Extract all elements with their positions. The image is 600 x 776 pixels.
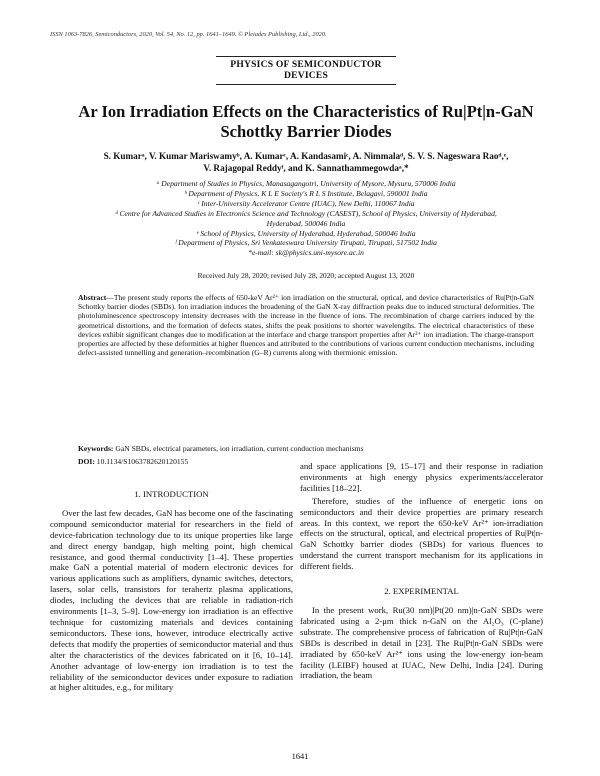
contact-email: *e-mail: sk@physics.uni-mysore.ac.in: [248, 248, 364, 258]
section-label: [200, 59, 412, 81]
abstract: [78, 293, 534, 357]
received-dates: Received July 28, 2020; revised July 28, 2020; accepted August 13, 2020: [197, 271, 415, 280]
experimental-heading: 2. EXPERIMENTAL: [384, 586, 459, 597]
affiliation-a: ᵃ Department of Studies in Physics, Manasagangotri, University of Mysore, Mysuru, 570006 India: [156, 179, 456, 188]
journal-header-line: ISSN 1063-7826, Semiconductors, 2020, Vol. 54, No. 12, pp. 1641–1649. © Pleiades Publishing, Ltd., 2020.: [50, 31, 327, 38]
affiliation-e: ᵉ School of Physics, University of Hyderabad, Hyderabad, 500046 India: [196, 228, 416, 238]
page-number: 1641: [291, 752, 309, 761]
doi-text: 10.1134/S1063782620120155: [94, 457, 189, 466]
right-column: [300, 461, 543, 681]
intro-paragraph-1: Over the last few decades, GaN has become one of the fascinating compound semiconductor material for researchers in the field of device-fabrication technology due to its unique properties like large and direct energy bandgap, high melting point, high chemical resistance, and good thermal conductivity [1–4]. These properties make GaN a potential material of modern electronic devices for various applications such as amplifiers, dynamic switches, detectors, lasers, solar cells, transistors for terahertz plasma applications, diodes, including the devices that are reliable in radiation-rich environments [1–3, 5–9]. Low-energy ion irradiation is an effective technique for customizing materials and devices containing semiconductors. These ions, however, introduce electrically active defects that modify the properties of semiconductor material and thus alter the characteristics of the devices fabricated on it [6, 10–14]. Another advantage of low-energy ion irradiation is to test the reliability of the semiconductor devices under exposure to radiation at higher altitudes, e.g., for military: [50, 507, 293, 693]
keywords-label: Keywords:: [78, 444, 114, 453]
section-rule-bottom: [216, 84, 396, 85]
paper-title-line1: Ar Ion Irradiation Effects on the Characteristics of Ru|Pt|n-GaN: [78, 102, 534, 121]
experimental-paragraph-1: In the present work, Ru(30 nm)|Pt(20 nm)|n-GaN SBDs were fabricated using a 2-μm thick n-GaN on the Al₂O₃ (C-plane) substrate. The comprehensive process of fabrication of Ru|Pt|n-GaN SBDs is described in detail in [23]. The Ru|Pt|n-GaN SBDs were irradiated by 650-keV Ar²⁺ ions using the low-energy ion-beam facility (LEIBF) housed at IUAC, New Delhi, India [24]. During irradiation, the beam: [300, 604, 543, 681]
keywords-text: GaN SBDs, electrical parameters, ion irradiation, current conduction mechanisms: [113, 444, 364, 453]
section-rule-top: [216, 56, 396, 57]
doi-label: DOI:: [78, 457, 95, 466]
abstract-label: Abstract: [78, 293, 107, 302]
abstract-text: —The present study reports the effects of 650-keV Ar²⁺ ion irradiation on the structural, optical, and device characteristics of Ru|Pt|n-GaN Schottky barrier diodes (SBDs). Ion irradiation induces the broadening of the GaN X-ray diffraction peaks due to induced structural deformities. The photoluminescence spectroscopy intensity decreases with the increase in the fluence of ions. The recombination of charge carriers induced by the geometrical distortions, and the formation of defects states, shifts the peak positions to shorter wavelengths. The electrical characteristics of these devices exhibit significant changes due to modification at the interface and charge transport properties after Ar²⁺ ion irradiation. The charge-transport properties are affected by these deformities at higher fluences and attributed to the contributions of various current conduction mechanisms, including defect-assisted tunnelling and generation–recombination (G–R) currents along with thermionic emission.: [78, 293, 534, 358]
intro-paragraph-1-cont: and space applications [9, 15–17] and their response in radiation environments at high energy physics experiments/accelerator facilities [18–22].: [300, 461, 543, 493]
left-column: [50, 485, 293, 693]
intro-heading: 1. INTRODUCTION: [134, 489, 209, 499]
affiliations: [20, 179, 592, 258]
affiliation-c: ᶜ Inter-University Accelerator Centre (IUAC), New Delhi, 110067 India: [197, 198, 415, 208]
section-label-line1: PHYSICS OF SEMICONDUCTOR: [230, 59, 382, 70]
affiliation-f: ᶠ Department of Physics, Sri Venkateswara University Tirupati, Tirupati, 517502 India: [175, 238, 437, 248]
affiliation-b: ᵇ Department of Physics, K L E Society's R L S Institute, Belagavi, 590001 India: [184, 188, 428, 198]
author-line1: S. Kumarᵃ, V. Kumar Mariswamyᵇ, A. Kumarᶜ, A. Kandasamiᶜ, A. Nimmalaᵈ, S. V. S. Nageswara Raoᵈ,ᵉ,: [103, 151, 509, 161]
section-label-line2: DEVICES: [283, 70, 329, 81]
intro-paragraph-2: Therefore, studies of the influence of energetic ions on semiconductors and their device properties are primary research areas. In this context, we report the 650-keV Ar²⁺ ion-irradiation effects on the structural, optical, and electrical properties of Ru|Pt|n-GaN Schottky barrier diodes (SBDs) for various fluences to understand the current transport mechanism for its applications in different fields.: [300, 495, 543, 572]
paper-title-line2: Schottky Barrier Diodes: [220, 122, 392, 141]
affiliation-d: ᵈ Centre for Advanced Studies in Electronics Science and Technology (CASEST), School of Physics, University of Hyderabad,: [115, 208, 497, 218]
affiliation-d-cont: Hyderabad, 500046 India: [266, 218, 346, 228]
paper-title: [40, 102, 572, 142]
author-list: [40, 150, 572, 174]
author-line2: V. Rajagopal Reddyᶠ, and K. Sannathammegowdaᵃ,*: [203, 163, 409, 173]
keywords: [78, 444, 534, 454]
